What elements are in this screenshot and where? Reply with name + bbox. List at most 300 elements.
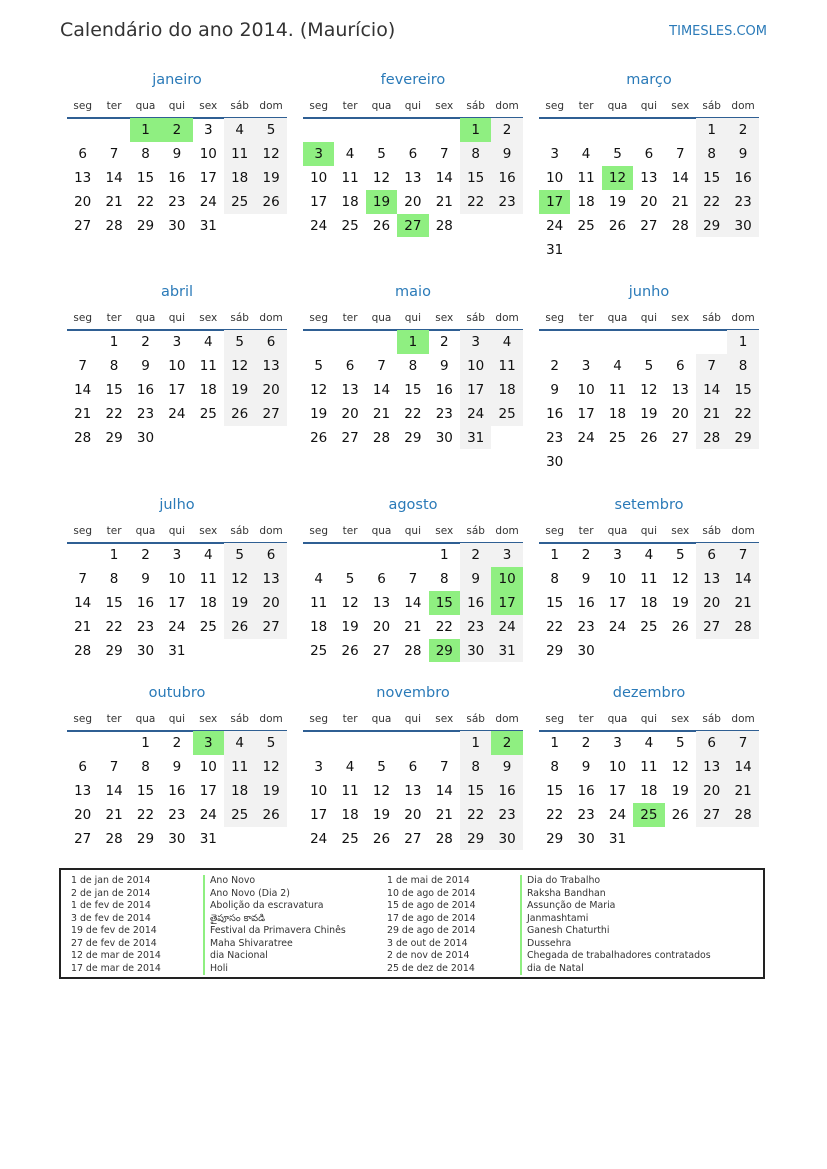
weekday-header: dom — [495, 100, 519, 112]
day-cell: 25 — [199, 618, 217, 635]
day-cell: 14 — [671, 169, 689, 186]
day-cell: 28 — [696, 426, 727, 450]
day-cell: 29 — [696, 214, 727, 238]
holiday-day-cell: 10 — [491, 567, 522, 591]
day-cell: 11 — [608, 381, 627, 398]
day-cell: 31 — [168, 642, 186, 659]
day-cell: 24 — [199, 806, 217, 823]
day-cell: 8 — [439, 570, 449, 587]
holiday-day-cell: 2 — [491, 731, 522, 755]
day-cell: 6 — [408, 145, 418, 162]
day-cell: 14 — [435, 782, 453, 799]
day-cell: 20 — [696, 779, 727, 803]
day-cell: 16 — [168, 782, 186, 799]
day-cell: 12 — [671, 758, 689, 775]
weekday-header: sáb — [466, 713, 485, 725]
legend-date: 3 de out de 2014 — [387, 937, 468, 949]
legend-holiday-name: dia Nacional — [203, 950, 346, 963]
day-cell: 13 — [255, 354, 286, 378]
day-cell: 15 — [546, 782, 564, 799]
day-cell: 10 — [608, 758, 627, 775]
day-cell: 5 — [255, 118, 286, 142]
day-cell: 27 — [74, 830, 92, 847]
day-cell: 16 — [168, 169, 186, 186]
day-cell: 31 — [199, 830, 217, 847]
month-name: abril — [160, 284, 194, 300]
weekday-header: dom — [495, 312, 519, 324]
weekday-header: seg — [545, 100, 564, 112]
day-cell: 4 — [345, 758, 355, 775]
legend-holiday-name: Ano Novo (Dia 2) — [203, 888, 346, 901]
day-cell: 19 — [341, 618, 359, 635]
day-cell: 4 — [581, 145, 591, 162]
day-cell: 5 — [224, 543, 255, 567]
day-cell: 11 — [199, 357, 217, 374]
day-cell: 25 — [577, 217, 595, 234]
day-cell: 19 — [224, 591, 255, 615]
weekday-header: dom — [731, 312, 755, 324]
weekday-header: seg — [73, 713, 92, 725]
day-cell: 26 — [255, 190, 286, 214]
day-cell: 22 — [105, 618, 123, 635]
day-cell: 28 — [671, 217, 689, 234]
day-cell: 28 — [105, 830, 123, 847]
day-cell: 17 — [608, 594, 627, 611]
day-cell: 4 — [203, 547, 213, 563]
day-cell: 12 — [224, 567, 255, 591]
day-cell: 29 — [136, 217, 155, 234]
day-cell: 5 — [377, 758, 386, 775]
day-cell: 30 — [491, 827, 522, 851]
holiday-day-cell: 1 — [397, 330, 428, 354]
weekday-header: qua — [607, 713, 628, 725]
day-cell: 19 — [372, 806, 391, 823]
day-cell: 26 — [255, 803, 286, 827]
day-cell: 5 — [675, 735, 685, 751]
month-name: agosto — [388, 497, 438, 513]
day-cell: 6 — [78, 145, 87, 162]
day-cell: 13 — [640, 169, 658, 186]
legend-date: 19 de fev de 2014 — [71, 925, 157, 936]
day-cell: 7 — [727, 731, 758, 755]
weekday-header: qua — [135, 713, 156, 725]
day-cell: 2 — [581, 547, 591, 563]
day-cell: 25 — [341, 830, 359, 847]
day-cell: 15 — [460, 779, 491, 803]
holiday-legend — [59, 868, 765, 979]
day-cell: 17 — [168, 594, 186, 611]
legend-date: 27 de fev de 2014 — [71, 937, 157, 949]
day-cell: 21 — [404, 618, 422, 635]
weekday-header: sáb — [466, 525, 485, 537]
day-cell: 1 — [696, 118, 727, 142]
day-cell: 25 — [199, 405, 217, 422]
day-cell: 9 — [460, 567, 491, 591]
day-cell: 13 — [74, 782, 92, 799]
weekday-header: qui — [168, 525, 185, 537]
day-cell: 4 — [491, 330, 522, 354]
day-cell: 14 — [105, 169, 123, 186]
day-cell: 15 — [404, 381, 422, 398]
day-cell: 8 — [109, 357, 119, 374]
weekday-header: ter — [106, 525, 122, 537]
legend-holiday-name: Ano Novo — [203, 875, 346, 888]
day-cell: 1 — [550, 547, 559, 563]
day-cell: 24 — [460, 402, 491, 426]
day-cell: 4 — [613, 357, 622, 374]
day-cell: 11 — [224, 755, 255, 779]
day-cell: 1 — [109, 334, 119, 350]
day-cell: 23 — [546, 429, 564, 446]
legend-dates-right — [387, 875, 476, 975]
day-cell: 23 — [727, 190, 758, 214]
day-cell: 26 — [224, 615, 255, 639]
day-cell: 3 — [613, 735, 622, 751]
weekday-header: seg — [309, 713, 328, 725]
day-cell: 24 — [199, 193, 217, 210]
day-cell: 2 — [439, 334, 449, 350]
day-cell: 14 — [435, 169, 453, 186]
day-cell: 18 — [224, 166, 255, 190]
weekday-header: sex — [435, 713, 454, 725]
day-cell: 9 — [172, 145, 182, 162]
day-cell: 20 — [341, 405, 359, 422]
legend-date: 10 de ago de 2014 — [387, 887, 476, 899]
day-cell: 11 — [341, 782, 359, 799]
day-cell: 23 — [168, 193, 186, 210]
day-cell: 18 — [310, 618, 328, 635]
weekday-header: dom — [495, 525, 519, 537]
day-cell: 11 — [310, 594, 328, 611]
weekday-header: dom — [731, 525, 755, 537]
day-cell: 3 — [491, 543, 522, 567]
day-cell: 7 — [408, 570, 418, 587]
day-cell: 12 — [372, 169, 391, 186]
holiday-day-cell: 3 — [193, 731, 224, 755]
day-cell: 9 — [550, 381, 559, 398]
day-cell: 18 — [341, 806, 359, 823]
weekday-header: sex — [199, 100, 218, 112]
day-cell: 28 — [105, 217, 123, 234]
day-cell: 14 — [74, 594, 92, 611]
day-cell: 18 — [640, 594, 658, 611]
day-cell: 18 — [199, 594, 217, 611]
day-cell: 3 — [613, 547, 622, 563]
legend-date: 2 de nov de 2014 — [387, 950, 470, 961]
day-cell: 21 — [671, 193, 689, 210]
weekday-header: qua — [135, 312, 156, 324]
weekday-header: dom — [259, 713, 283, 725]
weekday-header: ter — [342, 525, 358, 537]
day-cell: 5 — [314, 357, 323, 374]
day-cell: 13 — [696, 755, 727, 779]
day-cell: 1 — [460, 731, 491, 755]
weekday-header: ter — [578, 525, 594, 537]
day-cell: 20 — [404, 193, 422, 210]
day-cell: 6 — [644, 145, 654, 162]
day-cell: 12 — [255, 142, 286, 166]
day-cell: 28 — [435, 217, 453, 234]
legend-holiday-name: Festival da Primavera Chinês — [203, 925, 346, 938]
day-cell: 17 — [608, 782, 627, 799]
day-cell: 10 — [168, 357, 186, 374]
day-cell: 28 — [727, 803, 758, 827]
day-cell: 8 — [550, 758, 559, 775]
legend-names-right — [520, 875, 711, 975]
day-cell: 15 — [696, 166, 727, 190]
day-cell: 3 — [314, 758, 323, 775]
day-cell: 27 — [341, 429, 359, 446]
day-cell: 9 — [581, 758, 591, 775]
day-cell: 7 — [78, 357, 87, 374]
day-cell: 27 — [640, 217, 658, 234]
day-cell: 21 — [372, 405, 391, 422]
day-cell: 20 — [671, 405, 689, 422]
holiday-day-cell: 29 — [429, 639, 460, 663]
day-cell: 15 — [727, 378, 758, 402]
holiday-day-cell: 25 — [633, 803, 664, 827]
day-cell: 30 — [546, 453, 564, 470]
weekday-header: dom — [259, 525, 283, 537]
day-cell: 24 — [608, 618, 627, 635]
day-cell: 14 — [696, 378, 727, 402]
day-cell: 18 — [577, 193, 595, 210]
weekday-header: sex — [671, 713, 690, 725]
weekday-header: qua — [607, 100, 628, 112]
weekday-header: sáb — [230, 525, 249, 537]
day-cell: 24 — [168, 405, 186, 422]
day-cell: 26 — [341, 642, 359, 659]
holiday-day-cell: 27 — [397, 214, 428, 238]
legend-holiday-name: Maha Shivaratree — [203, 938, 346, 951]
day-cell: 12 — [640, 381, 658, 398]
day-cell: 20 — [74, 806, 92, 823]
weekday-header: qui — [168, 100, 185, 112]
day-cell: 5 — [613, 145, 622, 162]
weekday-header: qui — [168, 312, 185, 324]
day-cell: 17 — [310, 806, 328, 823]
weekday-header: qua — [371, 100, 392, 112]
weekday-header: seg — [309, 100, 328, 112]
day-cell: 29 — [105, 429, 123, 446]
day-cell: 13 — [671, 381, 689, 398]
day-cell: 21 — [74, 618, 92, 635]
day-cell: 14 — [727, 755, 758, 779]
day-cell: 27 — [74, 217, 92, 234]
day-cell: 11 — [577, 169, 595, 186]
day-cell: 24 — [608, 806, 627, 823]
legend-date: 17 de mar de 2014 — [71, 962, 161, 974]
weekday-header: qui — [404, 100, 421, 112]
day-cell: 28 — [404, 642, 422, 659]
day-cell: 16 — [435, 381, 453, 398]
day-cell: 8 — [460, 755, 491, 779]
day-cell: 27 — [255, 402, 286, 426]
weekday-header: seg — [73, 100, 92, 112]
day-cell: 24 — [491, 615, 522, 639]
weekday-header: ter — [578, 100, 594, 112]
day-cell: 8 — [141, 145, 150, 162]
day-cell: 4 — [644, 735, 654, 751]
site-link[interactable]: TIMESLES.COM — [669, 24, 767, 39]
day-cell: 27 — [671, 429, 689, 446]
day-cell: 19 — [671, 782, 689, 799]
day-cell: 28 — [74, 642, 92, 659]
day-cell: 11 — [341, 169, 359, 186]
month-name: março — [626, 72, 672, 88]
day-cell: 28 — [435, 830, 453, 847]
weekday-header: ter — [578, 312, 594, 324]
day-cell: 16 — [460, 591, 491, 615]
day-cell: 18 — [608, 405, 627, 422]
day-cell: 19 — [310, 405, 328, 422]
legend-holiday-name: Dia do Trabalho — [520, 875, 711, 888]
weekday-header: sex — [435, 312, 454, 324]
day-cell: 19 — [255, 779, 286, 803]
legend-holiday-name: Raksha Bandhan — [520, 888, 711, 901]
day-cell: 24 — [168, 618, 186, 635]
weekday-header: qua — [135, 525, 156, 537]
day-cell: 10 — [168, 570, 186, 587]
day-cell: 8 — [550, 570, 559, 587]
day-cell: 23 — [491, 803, 522, 827]
day-cell: 20 — [640, 193, 658, 210]
day-cell: 5 — [377, 145, 386, 162]
day-cell: 10 — [577, 381, 595, 398]
weekday-header: sex — [435, 100, 454, 112]
weekday-header: dom — [259, 100, 283, 112]
weekday-header: sáb — [466, 312, 485, 324]
day-cell: 10 — [199, 758, 217, 775]
day-cell: 27 — [255, 615, 286, 639]
weekday-header: qua — [371, 525, 392, 537]
day-cell: 1 — [439, 547, 449, 563]
day-cell: 2 — [550, 357, 559, 374]
weekday-header: qua — [135, 100, 156, 112]
day-cell: 19 — [671, 594, 689, 611]
weekday-header: seg — [545, 713, 564, 725]
day-cell: 9 — [727, 142, 758, 166]
day-cell: 3 — [203, 122, 213, 138]
weekday-header: seg — [309, 525, 328, 537]
day-cell: 23 — [460, 615, 491, 639]
day-cell: 27 — [404, 830, 422, 847]
day-cell: 9 — [172, 758, 182, 775]
day-cell: 17 — [168, 381, 186, 398]
day-cell: 18 — [640, 782, 658, 799]
day-cell: 6 — [255, 543, 286, 567]
day-cell: 1 — [109, 547, 119, 563]
day-cell: 17 — [460, 378, 491, 402]
day-cell: 25 — [491, 402, 522, 426]
day-cell: 16 — [546, 405, 564, 422]
day-cell: 21 — [105, 806, 123, 823]
day-cell: 7 — [727, 543, 758, 567]
weekday-header: ter — [578, 713, 594, 725]
day-cell: 30 — [577, 642, 595, 659]
day-cell: 12 — [671, 570, 689, 587]
day-cell: 4 — [314, 570, 323, 587]
day-cell: 8 — [727, 354, 758, 378]
day-cell: 3 — [172, 334, 182, 350]
day-cell: 18 — [199, 381, 217, 398]
weekday-header: seg — [545, 525, 564, 537]
day-cell: 22 — [435, 618, 453, 635]
day-cell: 23 — [136, 405, 155, 422]
weekday-header: sáb — [702, 713, 721, 725]
day-cell: 30 — [168, 217, 186, 234]
day-cell: 9 — [439, 357, 449, 374]
weekday-header: seg — [73, 525, 92, 537]
day-cell: 3 — [172, 547, 182, 563]
day-cell: 18 — [224, 779, 255, 803]
weekday-header: sáb — [702, 312, 721, 324]
day-cell: 9 — [491, 755, 522, 779]
day-cell: 31 — [491, 639, 522, 663]
holiday-day-cell: 2 — [161, 118, 192, 142]
day-cell: 30 — [136, 429, 155, 446]
day-cell: 4 — [644, 547, 654, 563]
day-cell: 3 — [460, 330, 491, 354]
day-cell: 11 — [199, 570, 217, 587]
day-cell: 21 — [727, 779, 758, 803]
day-cell: 1 — [727, 330, 758, 354]
day-cell: 15 — [105, 381, 123, 398]
day-cell: 5 — [255, 731, 286, 755]
month-name: outubro — [148, 685, 206, 701]
month-name: julho — [159, 497, 195, 513]
day-cell: 26 — [310, 429, 328, 446]
day-cell: 8 — [109, 570, 119, 587]
day-cell: 22 — [727, 402, 758, 426]
day-cell: 21 — [435, 806, 453, 823]
day-cell: 9 — [581, 570, 591, 587]
day-cell: 5 — [345, 570, 355, 587]
day-cell: 8 — [408, 357, 418, 374]
day-cell: 8 — [460, 142, 491, 166]
weekday-header: sáb — [702, 525, 721, 537]
legend-date: 1 de jan de 2014 — [71, 875, 151, 886]
weekday-header: qui — [404, 312, 421, 324]
day-cell: 29 — [105, 642, 123, 659]
day-cell: 6 — [675, 357, 685, 374]
weekday-header: sex — [199, 713, 218, 725]
day-cell: 30 — [577, 830, 595, 847]
weekday-header: seg — [73, 312, 92, 324]
day-cell: 2 — [141, 334, 150, 350]
day-cell: 21 — [435, 193, 453, 210]
day-cell: 10 — [608, 570, 627, 587]
day-cell: 11 — [491, 354, 522, 378]
legend-date: 2 de jan de 2014 — [71, 887, 151, 899]
day-cell: 24 — [310, 830, 328, 847]
day-cell: 31 — [608, 830, 627, 847]
weekday-header: sex — [671, 100, 690, 112]
day-cell: 12 — [255, 755, 286, 779]
month-name: novembro — [376, 685, 450, 701]
day-cell: 16 — [491, 166, 522, 190]
day-cell: 26 — [372, 830, 391, 847]
day-cell: 9 — [141, 357, 150, 374]
month-name: fevereiro — [380, 72, 446, 88]
weekday-header: sáb — [466, 100, 485, 112]
month-name: dezembro — [612, 685, 686, 701]
day-cell: 22 — [546, 806, 564, 823]
weekday-header: qui — [640, 100, 657, 112]
day-cell: 11 — [640, 758, 658, 775]
weekday-header: qui — [640, 525, 657, 537]
day-cell: 12 — [310, 381, 328, 398]
